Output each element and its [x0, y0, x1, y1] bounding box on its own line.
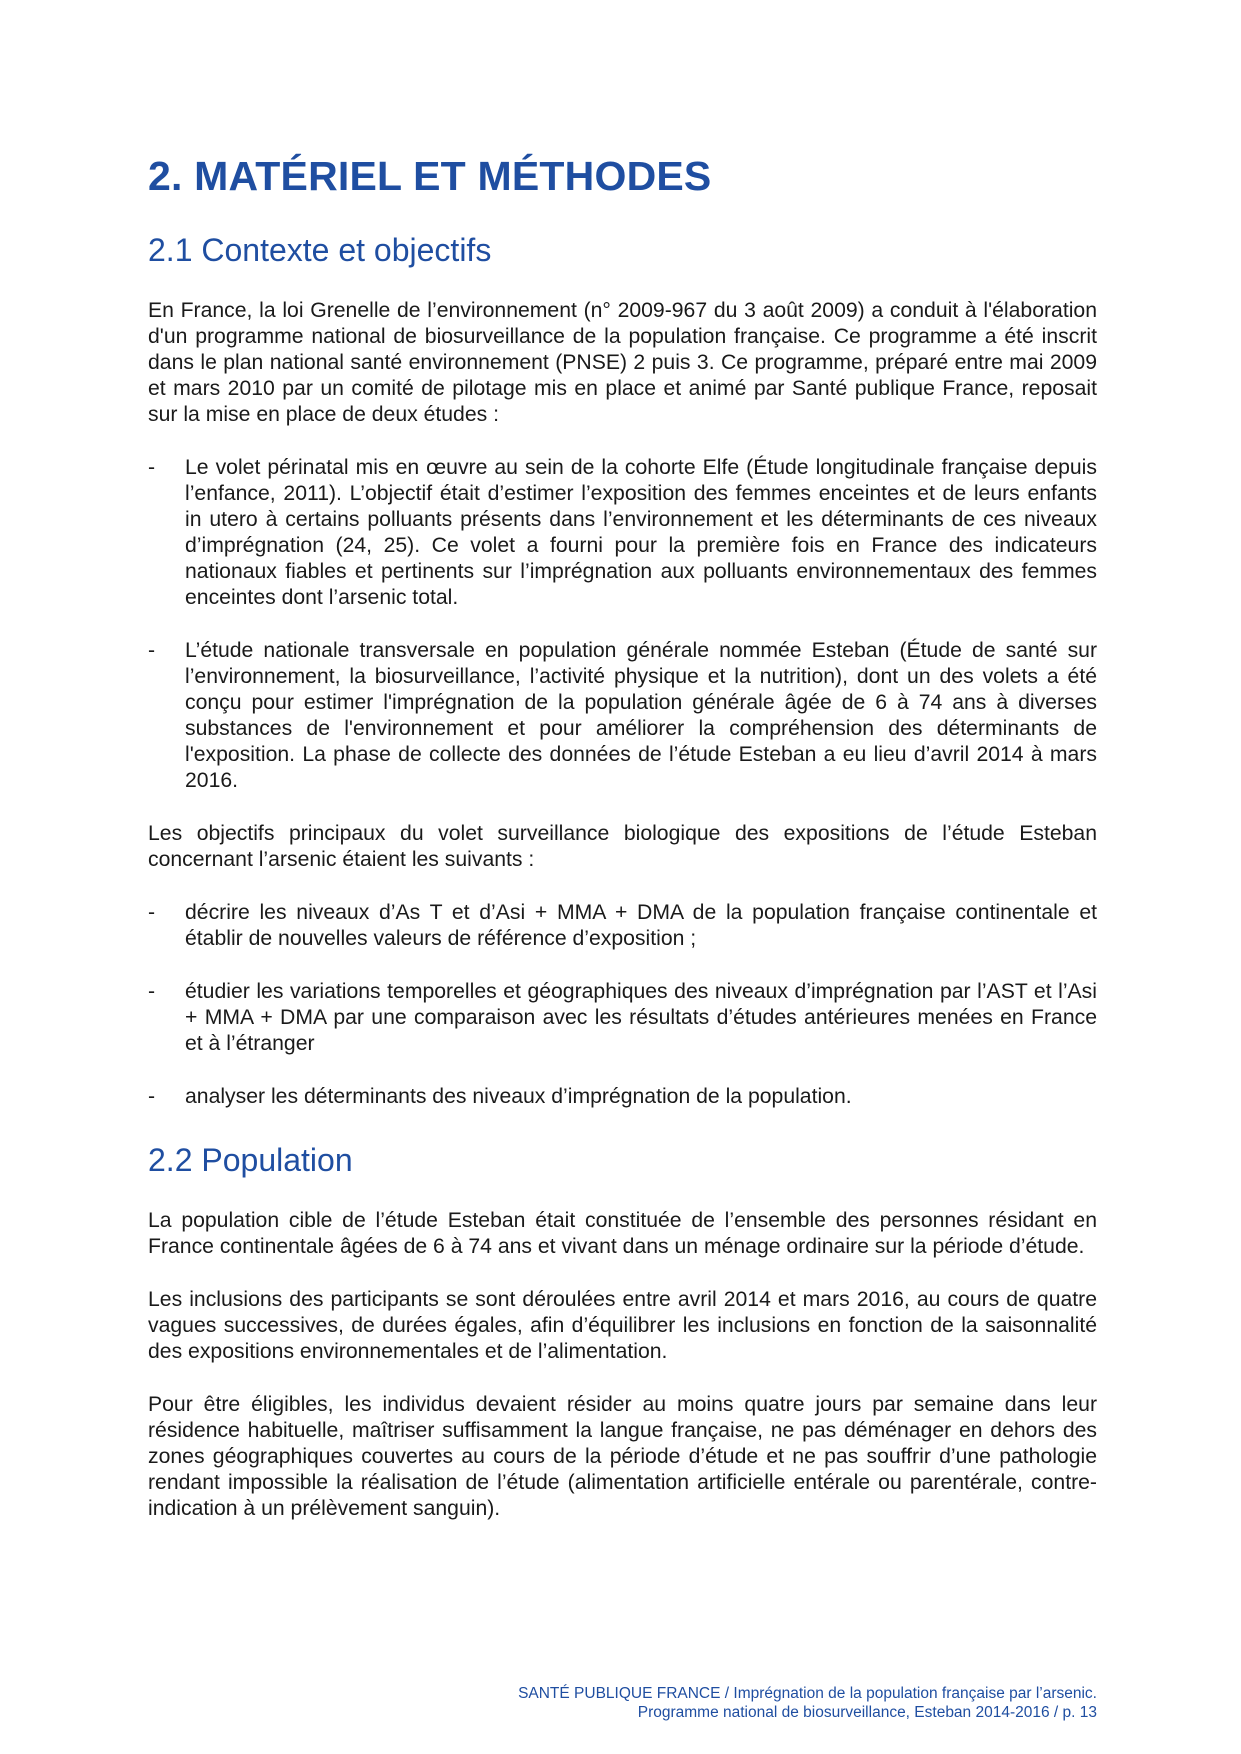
list-item-text: analyser les déterminants des niveaux d’imprégnation de la population. — [185, 1085, 852, 1108]
section-title-population: 2.2 Population — [148, 1142, 353, 1178]
list-item-text: étudier les variations temporelles et géographiques des niveaux d’imprégnation par l’AST et l’Asi + MMA + DMA par une comparaison avec les résultats d’études antérieures menées en France et à l’étranger — [185, 980, 1097, 1055]
bullet-dash: - — [148, 901, 156, 924]
bullet-dash: - — [148, 456, 156, 479]
list-item — [148, 1084, 1097, 1110]
list-item — [148, 455, 1097, 611]
objectives-intro-paragraph: Les objectifs principaux du volet surveillance biologique des expositions de l’étude Esteban concernant l’arsenic étaient les suivants : — [148, 822, 1097, 871]
list-item — [148, 900, 1097, 952]
list-item-text: décrire les niveaux d’As T et d’Asi + MMA + DMA de la population française continentale et établir de nouvelles valeurs de référence d’exposition ; — [185, 901, 1097, 950]
population-paragraph-target: La population cible de l’étude Esteban était constituée de l’ensemble des personnes résidant en France continentale âgées de 6 à 74 ans et vivant dans un ménage ordinaire sur la période d’étude. — [148, 1209, 1097, 1258]
footer-line-page: Programme national de biosurveillance, Esteban 2014-2016 / p. 13 — [637, 1704, 1097, 1721]
list-item — [148, 638, 1097, 794]
population-paragraph-eligibility: Pour être éligibles, les individus devaient résider au moins quatre jours par semaine dans leur résidence habituelle, maîtriser suffisamment la langue française, ne pas déménager en dehors des zones géographiques couvertes au cours de la période d’étude et ne pas souffrir d’une pathologie rendant impossible la réalisation de l’étude (alimentation artificielle entérale ou parentérale, contre-indication à un prélèvement sanguin). — [148, 1393, 1097, 1520]
list-item-text: Le volet périnatal mis en œuvre au sein de la cohorte Elfe (Étude longitudinale française depuis l’enfance, 2011). L’objectif était d’estimer l’exposition des femmes enceintes et de leurs enfants in utero à certains polluants présents dans l’environnement et les déterminants de ces niveaux d’imprégnation (24, 25). Ce volet a fourni pour la première fois en France des indicateurs nationaux fiables et pertinents sur l’imprégnation aux polluants environnementaux des femmes enceintes dont l’arsenic total. — [185, 456, 1097, 609]
list-item-text: L’étude nationale transversale en population générale nommée Esteban (Étude de santé sur l’environnement, la biosurveillance, l’activité physique et la nutrition), dont un des volets a été conçu pour estimer l'imprégnation de la population générale âgée de 6 à 74 ans à diverses substances de l'environnement et pour améliorer la compréhension des déterminants de l'exposition. La phase de collecte des données de l’étude Esteban a eu lieu d’avril 2014 à mars 2016. — [185, 639, 1097, 792]
document-page — [148, 140, 1097, 1522]
studies-list — [148, 455, 1097, 794]
list-item — [148, 979, 1097, 1057]
objectives-list — [148, 900, 1097, 1110]
bullet-dash: - — [148, 639, 156, 662]
page-footer — [518, 1684, 1097, 1722]
chapter-heading: 2. MATÉRIEL ET MÉTHODES — [148, 153, 712, 199]
population-paragraph-inclusions: Les inclusions des participants se sont déroulées entre avril 2014 et mars 2016, au cours de quatre vagues successives, de durées égales, afin d’équilibrer les inclusions en fonction de la saisonnalité des expositions environnementales et de l’alimentation. — [148, 1288, 1097, 1363]
bullet-dash: - — [148, 1085, 156, 1108]
intro-paragraph: En France, la loi Grenelle de l’environnement (n° 2009-967 du 3 août 2009) a conduit à l'élaboration d'un programme national de biosurveillance de la population française. Ce programme a été inscrit dans le plan national santé environnement (PNSE) 2 puis 3. Ce programme, préparé entre mai 2009 et mars 2010 par un comité de pilotage mis en place et animé par Santé publique France, reposait sur la mise en place de deux études : — [148, 299, 1097, 426]
section-title-context: 2.1 Contexte et objectifs — [148, 232, 492, 268]
bullet-dash: - — [148, 980, 156, 1003]
footer-line-title: SANTÉ PUBLIQUE FRANCE / Imprégnation de la population française par l’arsenic. — [518, 1685, 1097, 1702]
